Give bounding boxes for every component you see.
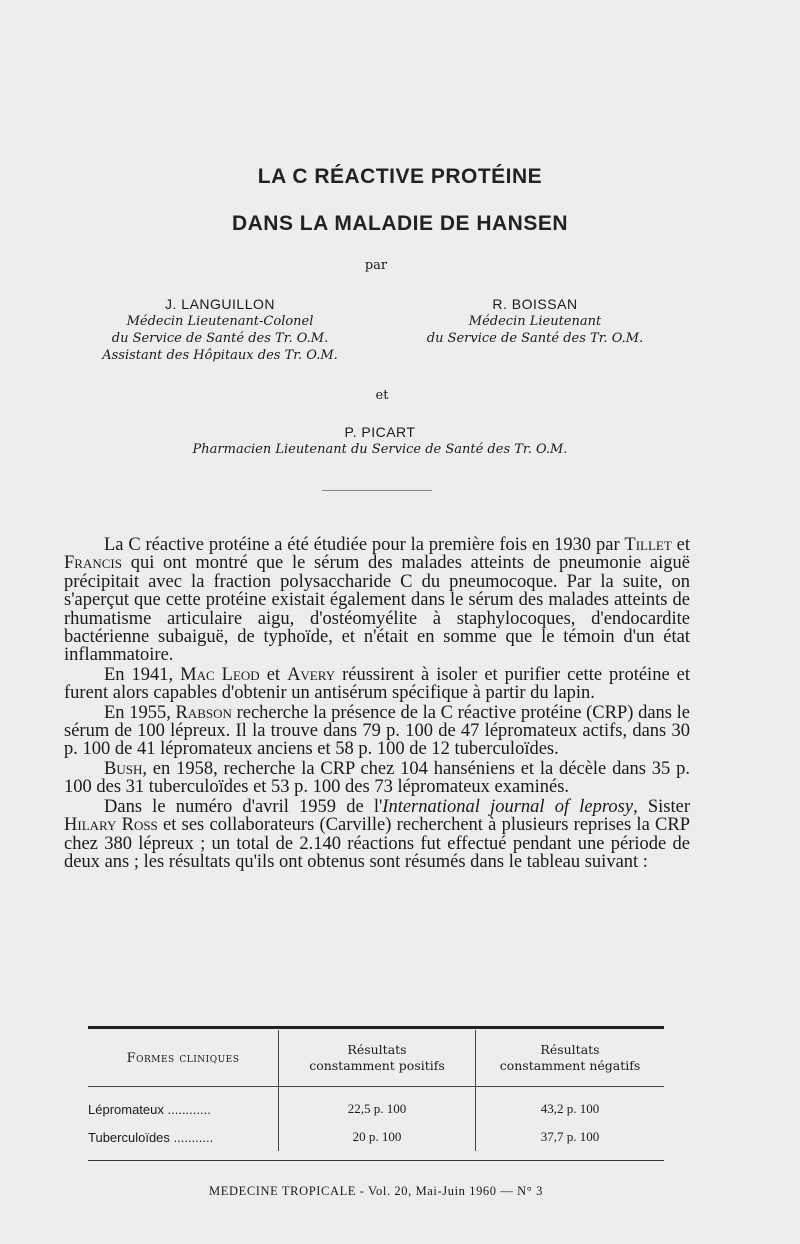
- author-name: J. LANGUILLON: [165, 296, 275, 312]
- table-cell: 20 p. 100: [279, 1123, 476, 1151]
- header-negatifs: Résultats constamment négatifs: [476, 1030, 665, 1087]
- author-picart: [150, 424, 610, 458]
- paragraph-2: En 1941, Mac Leod et Avery réussirent à isoler et purifier cette protéine et furent alors capables d'obtenir un antisérum spécifique à partir du lapin.: [64, 664, 691, 704]
- author-ref: Mac Leod: [180, 664, 260, 685]
- paragraph-3: En 1955, Rabson recherche la présence de la C réactive protéine (CRP) dans le sérum de 100 lépreux. Il la trouve dans 79 p. 100 de 47 lépromateux actifs, dans 30 p. 100 de 41 lépromateux anciens et 58 p. 100 de 12 tuberculoïdes.: [64, 702, 690, 760]
- table-cell: 37,7 p. 100: [476, 1123, 665, 1151]
- par-label: par: [364, 258, 388, 273]
- journal-title: International journal of leprosy: [382, 796, 634, 817]
- table-cell: Tuberculoïdes ...........: [88, 1129, 214, 1145]
- author-ref: Francis: [64, 553, 122, 574]
- header-positifs: Résultats constamment positifs: [279, 1030, 476, 1087]
- author-ref: Hilary Ross: [64, 815, 158, 836]
- author-ref: Avery: [287, 664, 336, 685]
- separator-rule: [322, 490, 432, 491]
- article-body: [64, 536, 690, 871]
- author-title-line: Pharmacien Lieutenant du Service de Santé des Tr. O.M.: [192, 442, 568, 457]
- header-formes: Formes cliniques: [88, 1030, 279, 1087]
- author-title-line: Médecin Lieutenant-Colonel: [126, 314, 314, 329]
- table-cell: 43,2 p. 100: [476, 1087, 665, 1124]
- author-title-line: du Service de Santé des Tr. O.M.: [426, 331, 644, 346]
- author-ref: Bush: [104, 758, 143, 779]
- table-bottom-rule: [88, 1160, 664, 1161]
- table-header-row: [88, 1030, 664, 1087]
- paragraph-4: Bush, en 1958, recherche la CRP chez 104 hanséniens et la décèle dans 35 p. 100 des 31 tuberculoïdes et 53 p. 100 des 73 lépromateux examinés.: [64, 758, 690, 798]
- paragraph-1: La C réactive protéine a été étudiée pour la première fois en 1930 par Tillet et Francis qui ont montré que le sérum des malades atteints de pneumonie aiguë précipitait avec la fraction polysaccharide C du pneumocoque. Par la suite, on s'aperçut que cette protéine existait également dans le sérum des malades atteints de rhumatisme articulaire aigu, d'ostéomyélite à staphylocoques, d'endocardite bactérienne subaiguë, de typhoïde, et n'était en somme que le témoin d'un état inflammatoire.: [64, 535, 690, 666]
- author-ref: Rabson: [175, 702, 232, 723]
- page-footer: MEDECINE TROPICALE - Vol. 20, Mai-Juin 1960 — N° 3: [209, 1184, 543, 1198]
- author-title-line: du Service de Santé des Tr. O.M.: [111, 331, 329, 346]
- author-languillon: [80, 296, 360, 364]
- results-table: [88, 1030, 664, 1151]
- article-title-line-1: LA C RÉACTIVE PROTÉINE: [257, 165, 543, 188]
- table-cell: Lépromateux ............: [88, 1101, 211, 1117]
- et-label: et: [375, 388, 389, 403]
- author-name: P. PICART: [344, 424, 416, 440]
- author-boissan: [400, 296, 670, 347]
- table-cell: 22,5 p. 100: [279, 1087, 476, 1124]
- table-row: [88, 1087, 664, 1124]
- table-top-rule: [88, 1026, 664, 1029]
- author-title-line: Assistant des Hôpitaux des Tr. O.M.: [102, 348, 338, 363]
- table-row: [88, 1123, 664, 1151]
- article-title-line-2: DANS LA MALADIE DE HANSEN: [231, 212, 569, 235]
- paragraph-5: Dans le numéro d'avril 1959 de l'International journal of leprosy, Sister Hilary Ross et ses collaborateurs (Carville) recherchent à plusieurs reprises la CRP chez 380 lépreux ; un total de 2.140 réactions fut effectué pendant une période de deux ans ; les résultats qu'ils ont obtenus sont résumés dans le tableau suivant :: [64, 796, 691, 872]
- author-name: R. BOISSAN: [492, 296, 578, 312]
- author-title-line: Médecin Lieutenant: [468, 314, 602, 329]
- author-ref: Tillet: [624, 535, 672, 555]
